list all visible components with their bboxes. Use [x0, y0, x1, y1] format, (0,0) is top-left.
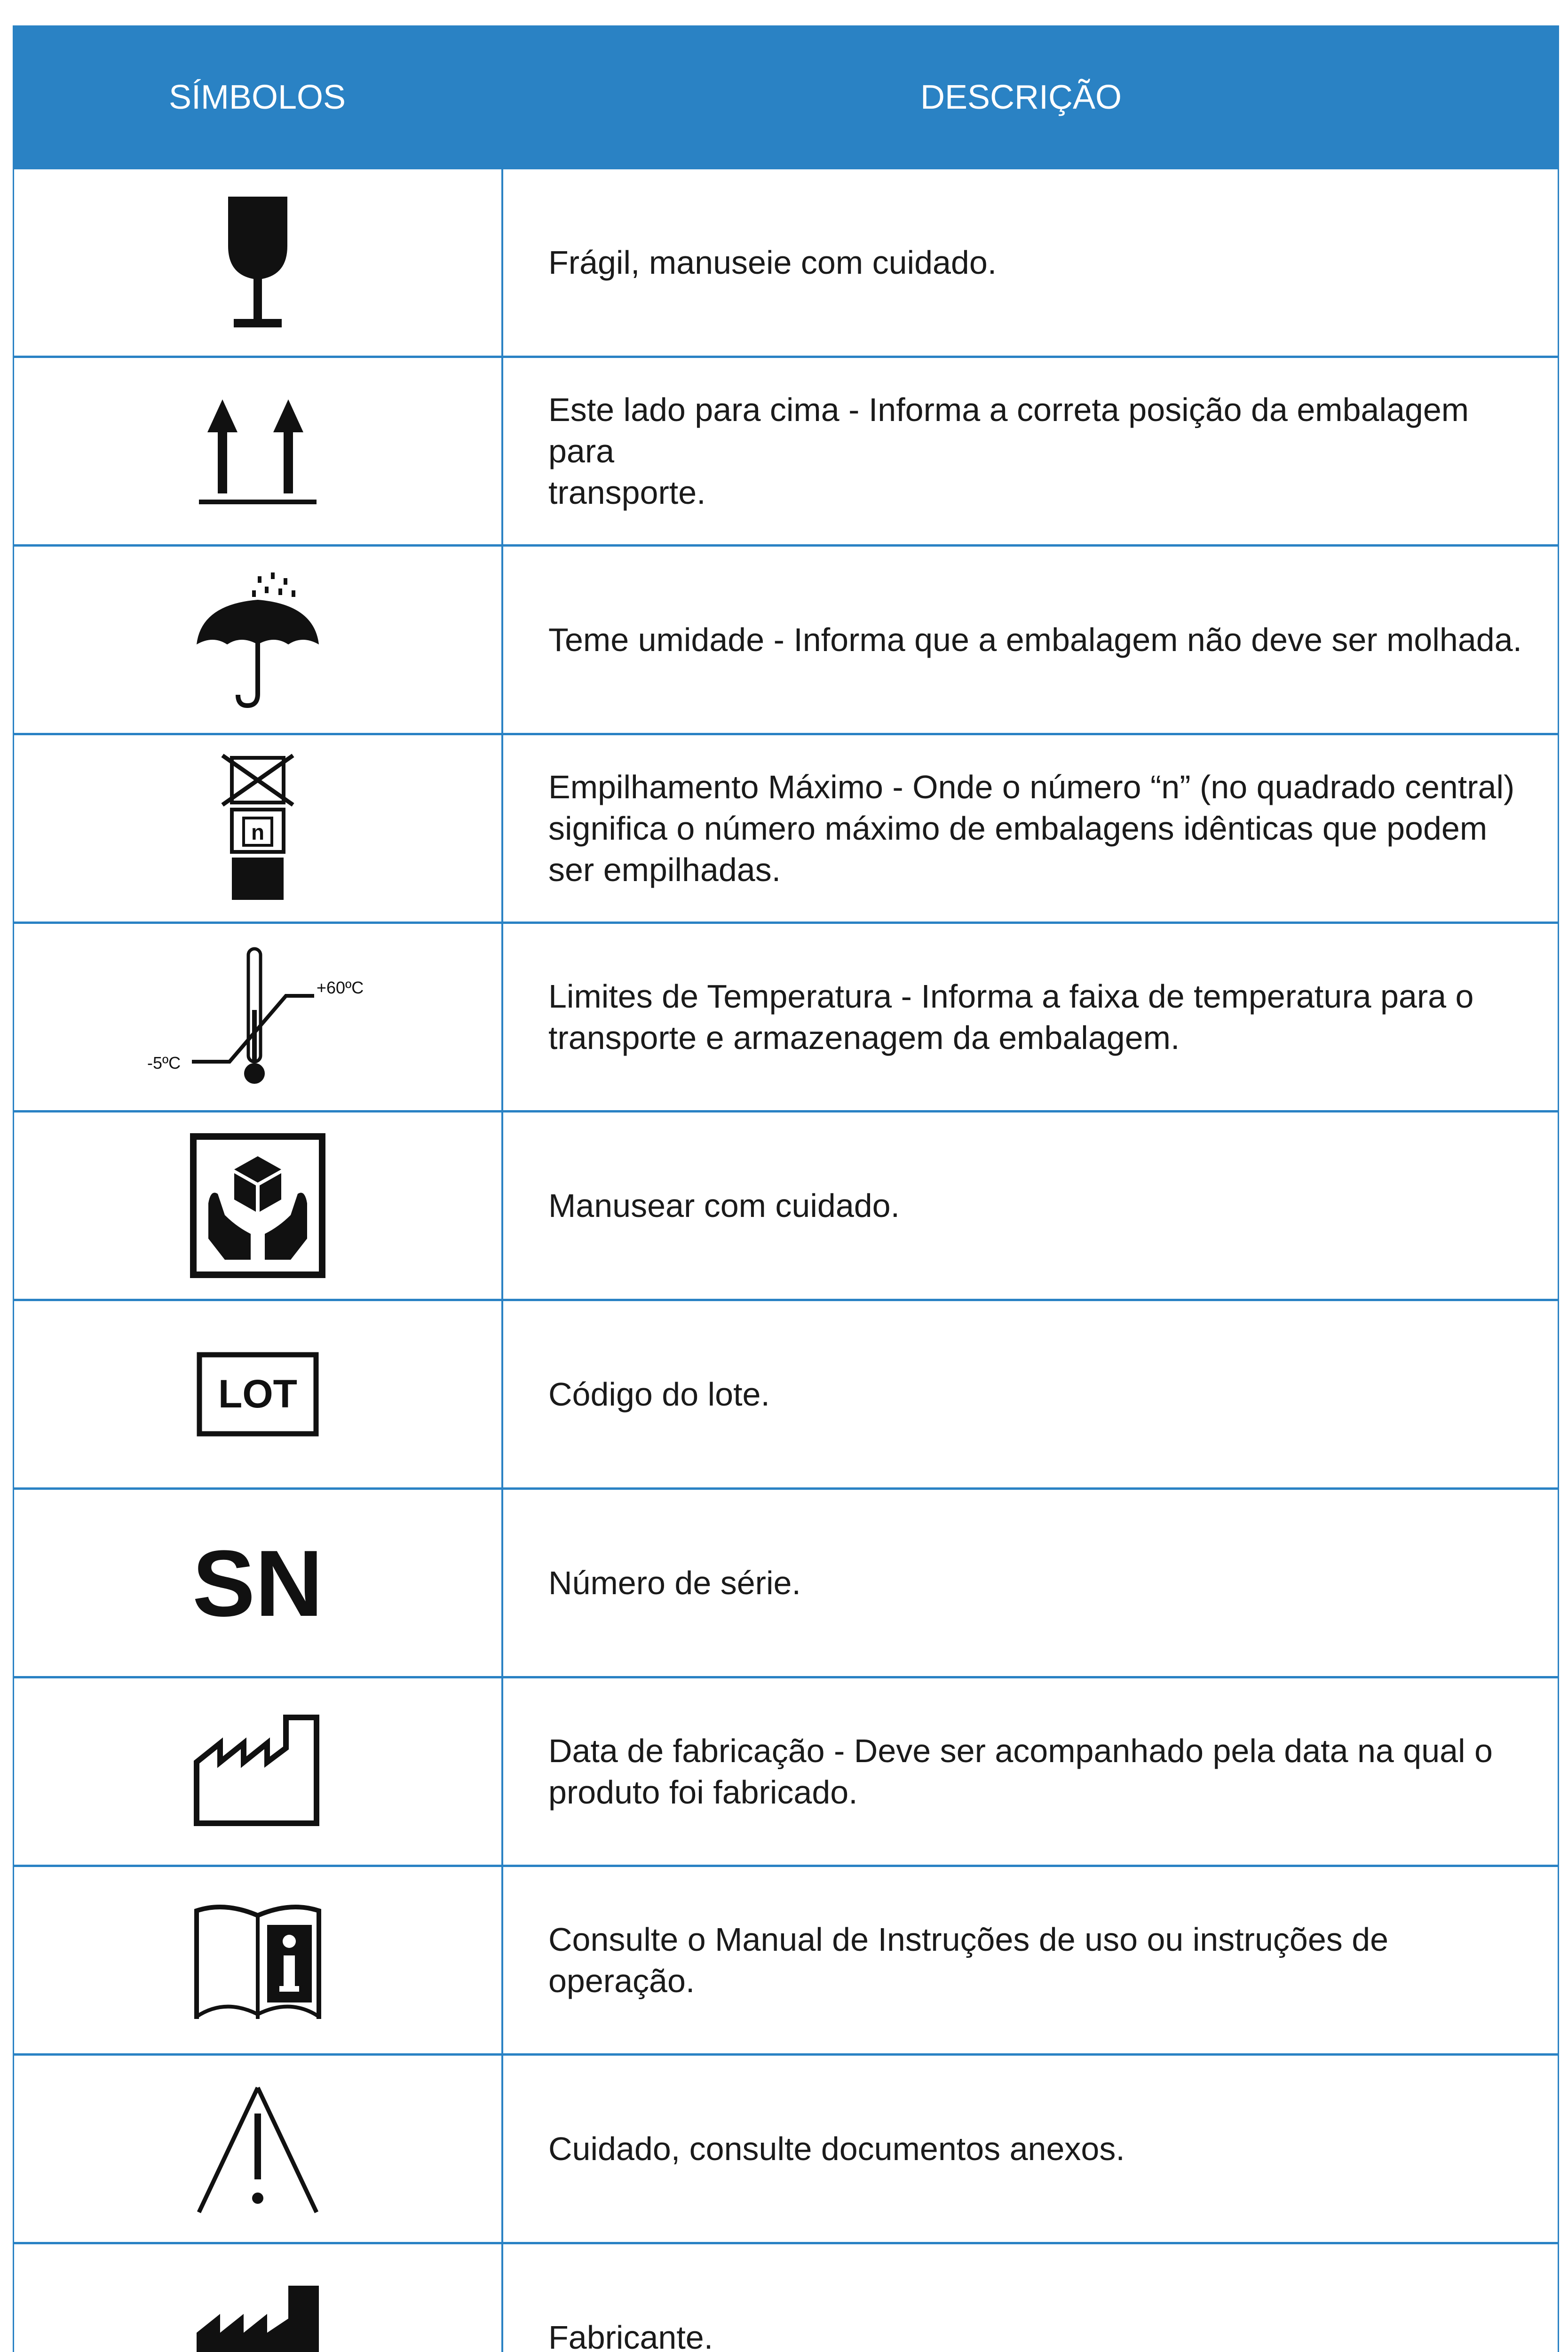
description-cell	[503, 547, 1558, 733]
symbol-cell	[14, 1490, 503, 1676]
manufacture-date-icon	[192, 1710, 324, 1833]
caution-icon	[194, 2081, 321, 2217]
symbol-cell	[14, 2056, 503, 2242]
symbol-cell	[14, 547, 503, 733]
description-text: Manusear com cuidado.	[548, 1187, 900, 1224]
table-row	[13, 169, 1559, 358]
table-row	[13, 1678, 1559, 1867]
table-row	[13, 924, 1559, 1112]
description-text: Fabricante.	[548, 2319, 713, 2352]
description-cell	[503, 1490, 1558, 1676]
description-cell	[503, 735, 1558, 922]
manufacturer-icon	[194, 2281, 321, 2352]
temperature-upper-label: +60ºC	[317, 978, 364, 997]
symbols-table	[13, 25, 1559, 2352]
stacking-limit-icon	[213, 753, 302, 904]
lot-label: LOT	[218, 1372, 297, 1416]
description-text: Consulte o Manual de Instruções de uso ou instruções de operação.	[548, 1921, 1389, 1999]
temperature-limit-icon	[140, 939, 375, 1095]
keep-dry-umbrella-icon	[187, 567, 328, 713]
description-cell	[503, 924, 1558, 1110]
description-text: Número de série.	[548, 1565, 801, 1601]
table-row	[13, 735, 1559, 924]
table-row	[13, 1112, 1559, 1301]
description-cell	[503, 1867, 1558, 2053]
table-row	[13, 1301, 1559, 1490]
sn-label: SN	[192, 1538, 323, 1628]
table-row	[13, 547, 1559, 735]
description-cell	[503, 2056, 1558, 2242]
description-cell	[503, 1112, 1558, 1299]
description-cell	[503, 2244, 1558, 2352]
temperature-lower-label: -5ºC	[147, 1053, 181, 1073]
description-cell	[503, 1678, 1558, 1865]
symbol-cell	[14, 924, 503, 1110]
table-row	[13, 1867, 1559, 2056]
header-description: DESCRIÇÃO	[920, 79, 1122, 116]
stack-limit-label: n	[251, 820, 265, 844]
table-header	[13, 25, 1559, 169]
fragile-glass-icon	[222, 192, 293, 333]
symbol-cell	[14, 1867, 503, 2053]
header-symbols: SÍMBOLOS	[168, 79, 346, 116]
symbol-cell	[14, 169, 503, 356]
description-text: Este lado para cima - Informa a correta posição da embalagem para transporte.	[548, 391, 1469, 511]
description-cell	[503, 1301, 1558, 1487]
handle-with-care-icon	[190, 1133, 326, 1279]
symbol-cell	[14, 1112, 503, 1299]
description-text: Código do lote.	[548, 1376, 770, 1413]
description-text: Limites de Temperatura - Informa a faixa de temperatura para o transporte e armazenagem da embalagem.	[548, 978, 1474, 1056]
symbol-cell	[14, 1678, 503, 1865]
serial-number-icon	[190, 1538, 326, 1628]
instructions-manual-icon	[192, 1897, 324, 2024]
description-text: Frágil, manuseie com cuidado.	[548, 244, 997, 281]
this-side-up-icon	[194, 392, 321, 510]
lot-code-icon	[197, 1352, 319, 1437]
symbol-cell	[14, 735, 503, 922]
table-row	[13, 2056, 1559, 2244]
symbol-cell	[14, 1301, 503, 1487]
description-cell	[503, 358, 1558, 544]
description-text: Cuidado, consulte documentos anexos.	[548, 2130, 1125, 2167]
symbol-cell	[14, 358, 503, 544]
table-row	[13, 2244, 1559, 2352]
table-row	[13, 358, 1559, 547]
description-text: Data de fabricação - Deve ser acompanhado pela data na qual o produto foi fabricado.	[548, 1732, 1493, 1811]
table-row	[13, 1490, 1559, 1678]
symbol-cell	[14, 2244, 503, 2352]
description-cell	[503, 169, 1558, 356]
description-text: Teme umidade - Informa que a embalagem não deve ser molhada.	[548, 621, 1522, 658]
description-text: Empilhamento Máximo - Onde o número “n” (no quadrado central) significa o número máximo de embalagens idênticas que podem ser empilhadas.	[548, 769, 1515, 888]
